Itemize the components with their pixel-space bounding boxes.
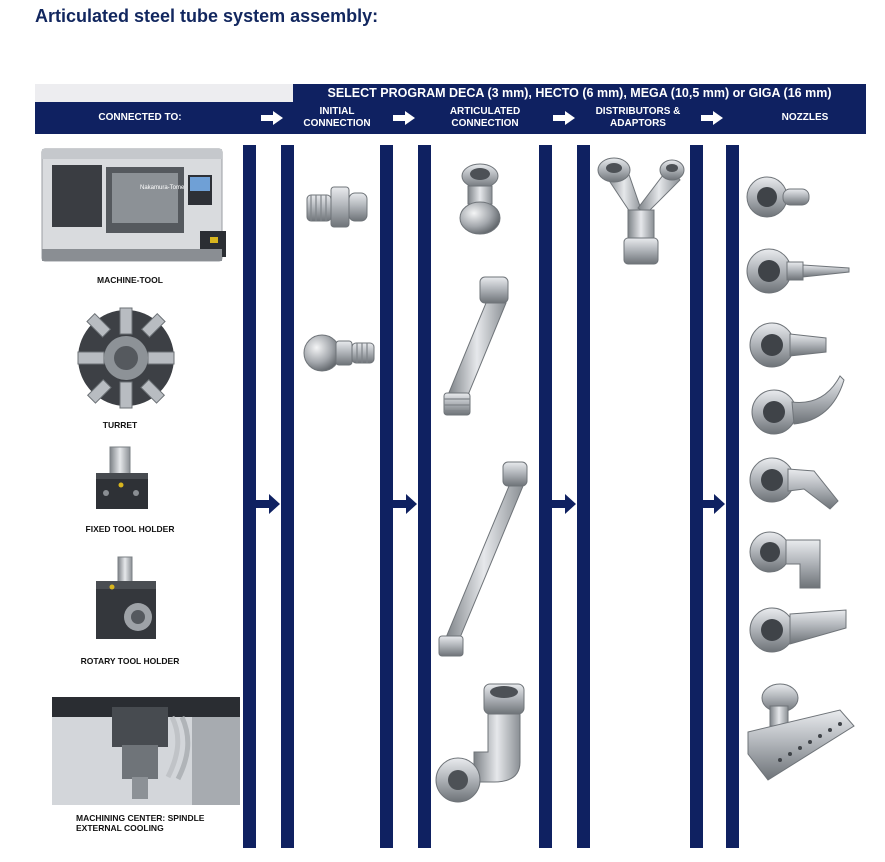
header-distributors-line2: ADAPTORS <box>610 118 666 129</box>
header-nozzles: NOZZLES <box>781 112 829 123</box>
turret-image <box>76 302 176 414</box>
header-spacer <box>35 84 293 102</box>
elbow-articulated-connector-image <box>434 682 534 810</box>
column-divider <box>243 145 256 848</box>
curved-nozzle-image <box>748 372 848 440</box>
machine-tool-image <box>40 145 230 267</box>
header-articulated-line2: CONNECTION <box>451 118 519 129</box>
right-arrow-icon <box>256 494 280 514</box>
page-title: Articulated steel tube system assembly: <box>35 6 379 26</box>
right-arrow-icon <box>701 494 725 514</box>
straight-short-nozzle-image <box>745 172 813 222</box>
right-arrow-icon <box>393 494 417 514</box>
long-articulated-tube-image <box>440 275 530 421</box>
machining-center-image <box>52 697 240 805</box>
wide-flat-nozzle-image <box>748 602 850 658</box>
header-initial-line2: CONNECTION <box>303 118 371 129</box>
header-connected-to: CONNECTED TO: <box>98 112 182 123</box>
header-articulated-line1: ARTICULATED <box>449 106 521 117</box>
caption-turret: TURRET <box>102 420 138 430</box>
column-divider <box>577 145 590 848</box>
header-articulated-connection <box>435 106 535 130</box>
long-pointed-nozzle-image <box>745 242 853 300</box>
caption-rotary-tool-holder: ROTARY TOOL HOLDER <box>80 656 180 666</box>
multi-jet-flat-nozzle-image <box>744 680 856 784</box>
extra-long-articulated-tube-image <box>435 460 535 660</box>
right-arrow-icon <box>261 111 283 125</box>
column-divider <box>539 145 552 848</box>
right-arrow-icon <box>553 111 575 125</box>
header-initial-connection <box>297 106 377 130</box>
column-divider <box>281 145 294 848</box>
header-distributors-line1: DISTRIBUTORS & <box>595 106 681 117</box>
header-initial-line1: INITIAL <box>319 106 355 117</box>
caption-machine-tool: MACHINE-TOOL <box>97 275 163 285</box>
rotary-tool-holder-image <box>88 555 168 645</box>
right-angle-nozzle-image <box>748 528 828 594</box>
header-distributors-adaptors <box>583 106 693 130</box>
caption-machining-center-line1: MACHINING CENTER: SPINDLE <box>76 813 205 823</box>
column-divider <box>380 145 393 848</box>
column-divider <box>726 145 739 848</box>
svg-text:Nakamura-Tome: Nakamura-Tome <box>140 185 185 191</box>
column-divider <box>418 145 431 848</box>
flat-nozzle-image <box>748 318 830 372</box>
column-header-bar <box>35 102 866 134</box>
caption-fixed-tool-holder: FIXED TOOL HOLDER <box>85 524 175 534</box>
ball-initial-connector-image <box>302 325 378 377</box>
threaded-initial-connector-image <box>303 183 371 231</box>
program-select-banner: SELECT PROGRAM DECA (3 mm), HECTO (6 mm), MEGA (10,5 mm) or GIGA (16 mm) <box>293 84 866 102</box>
y-distributor-image <box>592 152 684 268</box>
right-arrow-icon <box>552 494 576 514</box>
short-articulated-link-image <box>452 160 508 240</box>
fixed-tool-holder-image <box>92 445 152 515</box>
right-arrow-icon <box>701 111 723 125</box>
caption-machining-center-line2: EXTERNAL COOLING <box>76 823 164 833</box>
right-arrow-icon <box>393 111 415 125</box>
angled-flat-nozzle-image <box>748 455 844 513</box>
caption-machining-center <box>76 813 236 833</box>
